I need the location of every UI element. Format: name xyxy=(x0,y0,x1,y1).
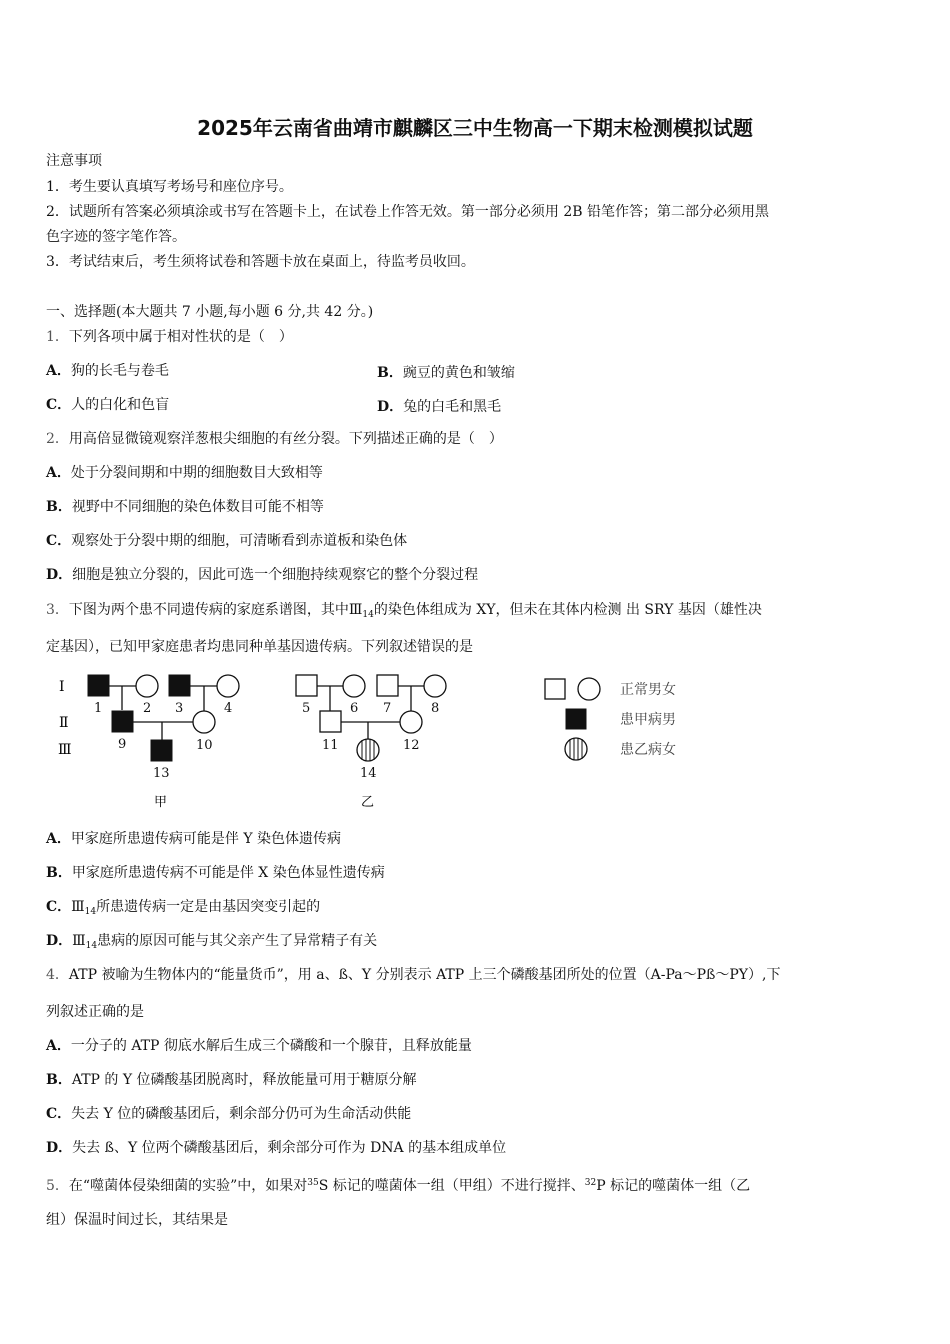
individual-number: 2 xyxy=(143,701,152,716)
individual-2-normal-female xyxy=(136,675,158,697)
individual-14-affected-b-female xyxy=(357,739,379,761)
individual-number: 13 xyxy=(153,766,170,781)
question-number: 2． xyxy=(46,431,69,447)
q2-option-a[interactable]: A．处于分裂间期和中期的细胞数目大致相等 xyxy=(46,465,323,481)
q1-option-d[interactable]: D．兔的白毛和黑毛 xyxy=(377,399,502,415)
notice-heading: 注意事项 xyxy=(46,153,102,169)
individual-10-normal-female xyxy=(193,711,215,733)
q1-option-b[interactable]: B．豌豆的黄色和皱缩 xyxy=(377,365,515,381)
q4-option-c[interactable]: C．失去 Y 位的磷酸基团后，剩余部分仍可为生命活动供能 xyxy=(46,1106,412,1122)
individual-11-normal-male xyxy=(320,711,341,732)
question-text: 用高倍显微镜观察洋葱根尖细胞的有丝分裂。下列描述正确的是（ ） xyxy=(68,431,503,447)
question-number: 1． xyxy=(46,329,69,345)
notice-item: 色字迹的签字笔作答。 xyxy=(46,229,186,245)
individual-3-affected-male xyxy=(169,675,190,696)
generation-label: Ⅰ xyxy=(59,679,65,695)
question-3-stem-line2: 定基因），已知甲家庭患者均患同种单基因遗传病。下列叙述错误的是 xyxy=(46,639,473,655)
individual-number: 8 xyxy=(431,701,440,716)
q2-option-c[interactable]: C．观察处于分裂中期的细胞，可清晰看到赤道板和染色体 xyxy=(46,533,408,549)
pedigree-figure xyxy=(0,660,950,815)
individual-4-normal-female xyxy=(217,675,239,697)
individual-number: 14 xyxy=(360,766,377,781)
notice-item: 1．考生要认真填写考场号和座位序号。 xyxy=(46,179,293,195)
individual-number: 3 xyxy=(175,701,184,716)
q4-option-b[interactable]: B．ATP 的 Y 位磷酸基团脱离时，释放能量可用于糖原分解 xyxy=(46,1072,417,1088)
individual-7-normal-male xyxy=(377,675,398,696)
family-b-label: 乙 xyxy=(361,795,375,810)
q3-option-a[interactable]: A．甲家庭所患遗传病可能是伴 Y 染色体遗传病 xyxy=(46,831,342,847)
individual-number: 11 xyxy=(322,738,339,753)
q4-option-a[interactable]: A．一分子的 ATP 彻底水解后生成三个磷酸和一个腺苷，且释放能量 xyxy=(46,1038,472,1054)
individual-6-normal-female xyxy=(343,675,365,697)
generation-label: Ⅲ xyxy=(58,742,72,758)
legend-normal-label: 正常男女 xyxy=(620,682,676,698)
notice-item: 3．考试结束后，考生须将试卷和答题卡放在桌面上，待监考员收回。 xyxy=(46,254,475,270)
individual-8-normal-female xyxy=(424,675,446,697)
individual-number: 4 xyxy=(224,701,233,716)
legend-affected-b-label: 患乙病女 xyxy=(620,742,676,758)
question-5-stem-line1: 5．在“噬菌体侵染细菌的实验”中，如果对$^{35}$S 标记的噬菌体一组（甲组）不进行搅拌、$^{32}$P 标记的噬菌体一组（乙 xyxy=(46,1178,751,1194)
legend-normal-male-symbol xyxy=(545,679,565,699)
legend-affected-a-male-symbol xyxy=(566,709,586,729)
individual-12-normal-female xyxy=(400,711,422,733)
question-1-stem xyxy=(46,328,293,346)
individual-number: 9 xyxy=(118,737,127,752)
legend-normal-female-symbol xyxy=(578,678,600,700)
question-5-stem-line2: 组）保温时间过长，其结果是 xyxy=(46,1212,228,1228)
q3-option-c[interactable]: C．$Ⅲ_{14}$所患遗传病一定是由基因突变引起的 xyxy=(46,899,321,917)
q2-option-b[interactable]: B．视野中不同细胞的染色体数目可能不相等 xyxy=(46,499,324,515)
notice-item: 2．试题所有答案必须填涂或书写在答题卡上，在试卷上作答无效。第一部分必须用 2B 铅笔作答；第二部分必须用黑 xyxy=(46,204,769,220)
individual-number: 10 xyxy=(196,738,213,753)
q2-option-d[interactable]: D．细胞是独立分裂的，因此可选一个细胞持续观察它的整个分裂过程 xyxy=(46,567,479,583)
individual-number: 7 xyxy=(383,701,392,716)
question-3-stem-line1: 3．下图为两个患不同遗传病的家庭系谱图，其中$Ⅲ_{14}$的染色体组成为 XY，但未在其体内检测 出 SRY 基因（雄性决 xyxy=(46,602,762,620)
q3-option-b[interactable]: B．甲家庭所患遗传病不可能是伴 X 染色体显性遗传病 xyxy=(46,865,385,881)
individual-1-affected-male xyxy=(88,675,109,696)
question-4-stem-line2: 列叙述正确的是 xyxy=(46,1004,144,1020)
exam-title: 2025年云南省曲靖市麒麟区三中生物高一下期末检测模拟试题 xyxy=(197,116,753,140)
family-a-label: 甲 xyxy=(154,795,168,810)
section-heading: 一、选择题(本大题共 7 小题,每小题 6 分,共 42 分。) xyxy=(46,304,374,320)
pedigree-legend xyxy=(545,678,676,760)
generation-label: Ⅱ xyxy=(59,715,69,731)
individual-number: 6 xyxy=(350,701,359,716)
individual-5-normal-male xyxy=(296,675,317,696)
individual-9-affected-male xyxy=(112,711,133,732)
individual-13-affected-male xyxy=(151,740,172,761)
legend-affected-a-label: 患甲病男 xyxy=(620,712,676,728)
question-2-stem xyxy=(46,430,503,448)
individual-number: 12 xyxy=(403,738,420,753)
q1-option-a[interactable]: A．狗的长毛与卷毛 xyxy=(46,363,169,379)
question-4-stem-line1: 4．ATP 被喻为生物体内的“能量货币”，用 a、ß、Y 分别表示 ATP 上三个磷酸基团所处的位置（A-Pa～Pß～PY）,下 xyxy=(46,967,781,983)
q1-option-c[interactable]: C．人的白化和色盲 xyxy=(46,397,170,413)
individual-number: 5 xyxy=(302,701,311,716)
legend-affected-b-female-symbol xyxy=(565,738,587,760)
q3-option-d[interactable]: D．$Ⅲ_{14}$患病的原因可能与其父亲产生了异常精子有关 xyxy=(46,933,378,951)
question-text: 下列各项中属于相对性状的是（ ） xyxy=(68,329,293,345)
q4-option-d[interactable]: D．失去 ß、Y 位两个磷酸基团后，剩余部分可作为 DNA 的基本组成单位 xyxy=(46,1140,507,1156)
individual-number: 1 xyxy=(94,701,103,716)
